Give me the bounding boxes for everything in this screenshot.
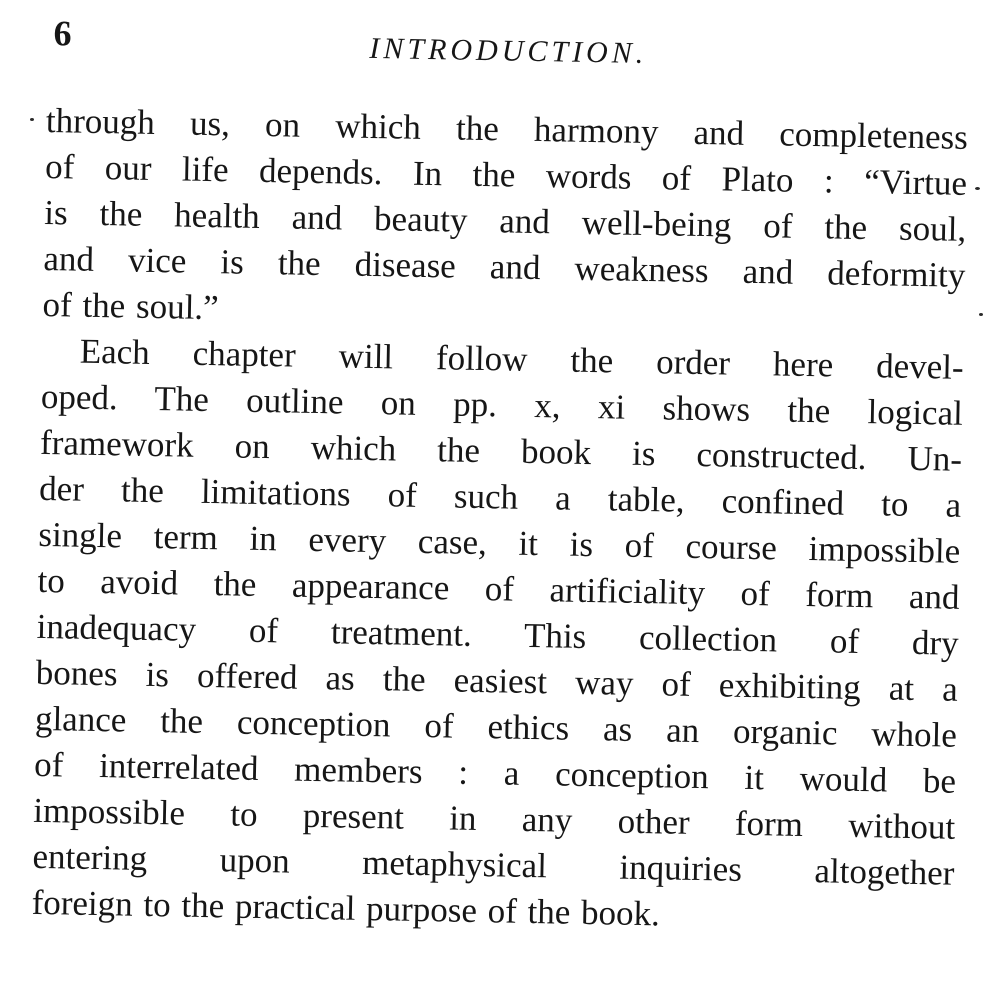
scan-speck	[979, 313, 983, 316]
text-line: is the health and beauty and well-being of the soul,	[43, 192, 967, 249]
page-body	[31, 98, 968, 943]
text-line: through us, on which the harmony and completeness	[45, 100, 969, 157]
paragraph-2	[31, 328, 964, 943]
text-line: inadequacy of treatment. This collection of dry	[36, 606, 959, 663]
text-line: oped. The outline on pp. x, xi shows the logical	[40, 376, 964, 433]
text-line: entering upon metaphysical inquiries altogether	[32, 836, 955, 893]
paragraph-1	[42, 98, 968, 345]
page-number: 6	[53, 13, 73, 54]
scan-speck	[30, 118, 34, 121]
text-line: of our life depends. In the words of Plato : “Virtue	[44, 146, 968, 203]
text-line: of interrelated members : a conception it would be	[33, 744, 957, 801]
text-line: bones is offered as the easiest way of exhibiting at a	[35, 652, 959, 709]
text-line: Each chapter will follow the order here devel-	[79, 331, 964, 387]
text-line: and vice is the disease and weakness and deformity	[43, 238, 966, 295]
running-head	[46, 12, 969, 115]
text-line: glance the conception of ethics as an organic whole	[34, 698, 958, 755]
text-line: single term in every case, it is of course impossible	[38, 514, 961, 571]
running-header-title: INTRODUCTION.	[369, 31, 648, 70]
text-line: framework on which the book is constructed. Un-	[39, 422, 963, 479]
text-line: to avoid the appearance of artificiality of form and	[37, 560, 960, 617]
text-line: of the soul.”	[42, 284, 220, 328]
scan-speck	[975, 187, 980, 190]
text-line: impossible to present in any other form without	[33, 790, 956, 847]
text-line: foreign to the practical purpose of the book.	[31, 882, 661, 934]
scanned-page-content	[31, 12, 970, 943]
text-line: der the limitations of such a table, confined to a	[38, 468, 962, 525]
